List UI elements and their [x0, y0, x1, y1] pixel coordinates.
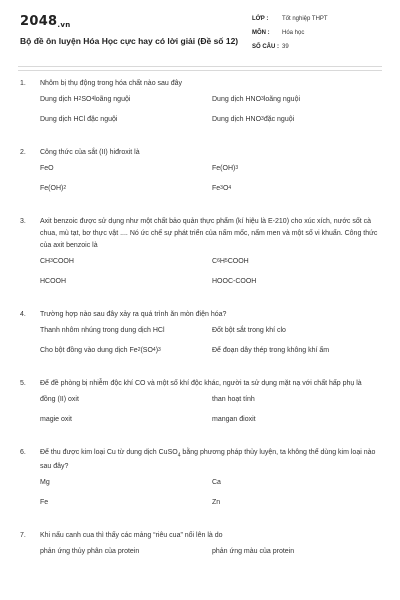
answer-option[interactable]: than hoạt tính — [212, 396, 255, 403]
answer-option[interactable]: mangan đioxit — [212, 416, 256, 423]
answer-option[interactable]: CH 3 COOH — [40, 258, 74, 265]
meta-key: SỐ CÂU : — [252, 44, 279, 50]
answer-option[interactable]: Fe(OH) 2 — [40, 185, 67, 192]
header-divider — [18, 66, 382, 67]
question — [20, 78, 380, 134]
answer-option[interactable]: magie oxit — [40, 416, 72, 423]
answer-options — [40, 473, 380, 517]
question-number: 6. — [20, 449, 26, 456]
question-list — [20, 78, 380, 577]
answer-option[interactable]: Dung dịch HNO 3 đặc nguội — [212, 116, 295, 123]
header — [0, 0, 400, 66]
question-stem — [20, 216, 380, 252]
question-stem — [20, 378, 380, 390]
answer-option[interactable]: Mg — [40, 479, 50, 487]
question-number: 7. — [20, 532, 26, 540]
question — [20, 530, 380, 564]
answer-option[interactable]: Dung dịch HCl đặc nguội — [40, 116, 118, 123]
meta-row — [252, 16, 392, 30]
question-number: 4. — [20, 311, 26, 318]
question-number: 5. — [20, 380, 26, 387]
answer-option[interactable]: C 6 H 5 COOH — [212, 258, 249, 265]
answer-option[interactable]: HOOC-COOH — [212, 278, 257, 285]
question-stem — [20, 447, 380, 473]
answer-option[interactable]: Đốt bột sắt trong khí clo — [212, 327, 286, 334]
answer-option[interactable]: HCOOH — [40, 278, 67, 285]
answer-option[interactable]: phản ứng màu của protein — [212, 548, 295, 556]
meta-value: Hóa học — [282, 30, 305, 36]
answer-option[interactable]: Fe — [40, 499, 49, 507]
question — [20, 378, 380, 434]
header-divider-secondary — [18, 70, 382, 71]
question-stem — [20, 78, 380, 90]
answer-option[interactable]: Cho bột đồng vào dung dịch Fe 2 (SO 4 ) 3 — [40, 347, 161, 354]
answer-options — [40, 252, 380, 296]
answer-option[interactable]: Thanh nhôm nhúng trong dung dịch HCl — [40, 327, 165, 334]
question — [20, 309, 380, 365]
site-logo[interactable]: 2048.vn — [20, 14, 71, 29]
meta-key: LỚP : — [252, 16, 269, 22]
question — [20, 216, 380, 296]
meta-key: MÔN : — [252, 30, 270, 36]
answer-options — [40, 390, 380, 434]
answer-option[interactable]: Zn — [212, 499, 221, 507]
question-number: 2. — [20, 149, 26, 156]
question-text: Nhôm bị thụ động trong hóa chất nào sau đây — [40, 80, 183, 87]
answer-option[interactable]: Fe 3 O 4 — [212, 185, 232, 192]
question-text: Axit benzoic được sử dụng như một chất bảo quản thực phẩm (kí hiệu là E-210) cho xúc xích, nước sốt cà chua, mù tạt, bơ thực vật .... Nó ức chế sự phát triển của nấm mốc, nấm men và một số vi khuẩn. Công thức của axit benzoic là — [40, 218, 378, 249]
answer-option[interactable]: Ca — [212, 479, 221, 487]
answer-option[interactable]: Dung dịch H 2 SO 4 loãng nguội — [40, 96, 131, 103]
document-title: Bộ đề ôn luyện Hóa Học cực hay có lời giải (Đề số 12) — [20, 36, 239, 46]
answer-option[interactable]: FeO — [40, 165, 54, 172]
meta-value: Tốt nghiệp THPT — [282, 16, 328, 22]
answer-option[interactable]: phản ứng thủy phân của protein — [40, 548, 140, 556]
meta-row — [252, 30, 392, 44]
meta-value: 39 — [282, 44, 289, 50]
answer-options — [40, 90, 380, 134]
question-stem — [20, 309, 380, 321]
question-number: 3. — [20, 218, 26, 225]
meta-info — [252, 16, 392, 58]
question — [20, 147, 380, 203]
question-text: Để thu được kim loại Cu từ dung dịch CuSO$_4$ bằng phương pháp thủy luyện, ta không thể dùng kim loại nào sau đây? — [40, 449, 376, 471]
question-text: Để đề phòng bị nhiễm độc khí CO và một số khí độc khác, người ta sử dụng mặt nạ với chất hấp phụ là — [40, 380, 362, 387]
question-stem — [20, 530, 380, 542]
question-text: Trường hợp nào sau đây xảy ra quá trình ăn mòn điện hóa? — [40, 311, 227, 318]
question — [20, 447, 380, 517]
question-text: Khi nấu canh cua thì thấy các mảng “riêu cua” nổi lên là do — [40, 532, 223, 540]
answer-option[interactable]: Để đoạn dây thép trong không khí ẩm — [212, 347, 330, 354]
meta-row — [252, 44, 392, 58]
answer-options — [40, 321, 380, 365]
question-stem — [20, 147, 380, 159]
question-text: Công thức của sắt (II) hiđroxit là — [40, 149, 140, 156]
answer-option[interactable]: Fe(OH) 3 — [212, 165, 239, 172]
answer-options — [40, 542, 380, 564]
answer-options — [40, 159, 380, 203]
answer-option[interactable]: Dung dịch HNO 3 loãng nguội — [212, 96, 301, 103]
question-number: 1. — [20, 80, 26, 87]
answer-option[interactable]: đồng (II) oxit — [40, 396, 79, 403]
